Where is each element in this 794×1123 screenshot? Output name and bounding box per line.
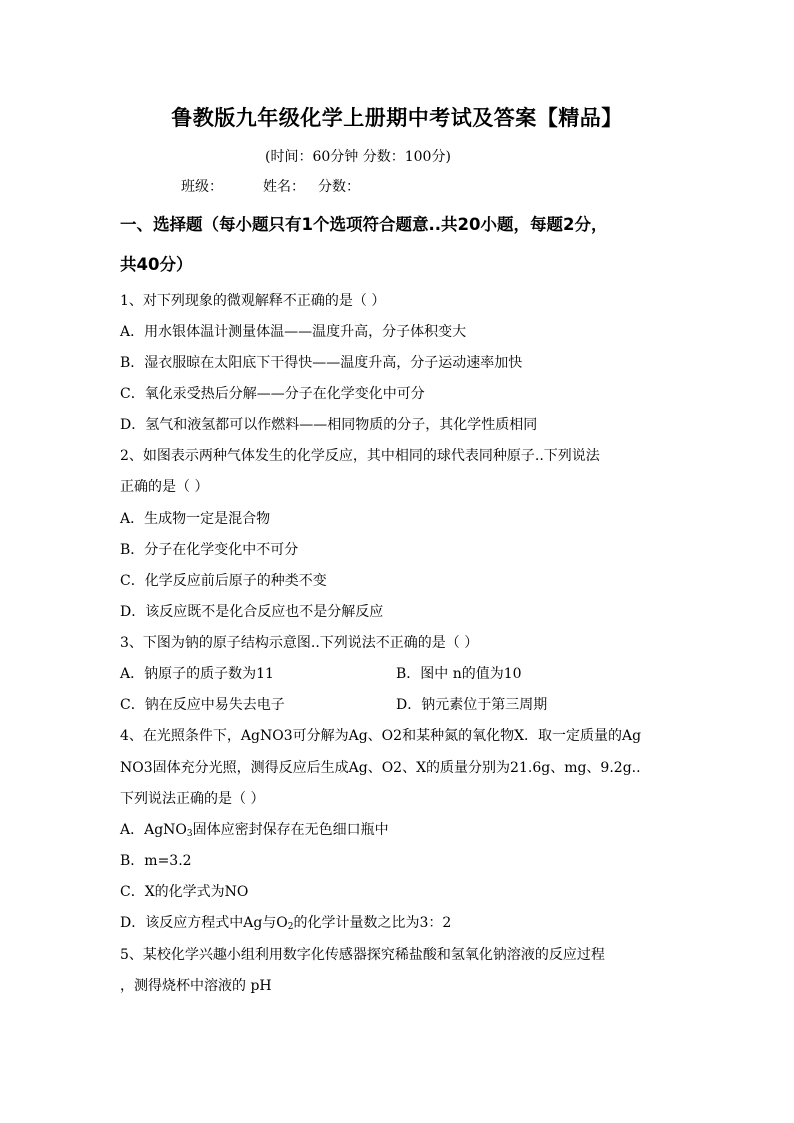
q2-option-a: A．生成物一定是混合物	[120, 511, 271, 527]
q3-option-a: A．钠原子的质子数为11	[120, 666, 274, 682]
q3-stem: 3、下图为钠的原子结构示意图..下列说法不正确的是（ ）	[120, 635, 479, 651]
q2-option-d: D．该反应既不是化合反应也不是分解反应	[120, 604, 384, 620]
q1-stem: 1、对下列现象的微观解释不正确的是（ ）	[120, 293, 386, 309]
q4-option-d: D．该反应方程式中Ag与$O_2$的化学计量数之比为3：2	[120, 915, 452, 932]
q4-stem-line1: 4、在光照条件下，AgNO3可分解为Ag、O2和某种氮的氧化物X．取一定质量的Ag	[120, 728, 642, 744]
name-field: 姓名：	[263, 179, 305, 195]
q4-stem-line2: NO3固体充分光照，测得反应后生成Ag、O2、X的质量分别为21.6g、mg、9.2g..	[120, 760, 641, 776]
q4-option-c: C．X的化学式为NO	[120, 884, 249, 900]
page-title: 鲁教版九年级化学上册期中考试及答案【精品】	[171, 106, 623, 130]
section-heading-line1: 一、选择题（每小题只有1个选项符合题意..共20小题，每题2分，	[120, 215, 608, 234]
q4-option-b: B．m=3.2	[120, 853, 192, 869]
q1-option-c: C．氧化汞受热后分解——分子在化学变化中可分	[120, 386, 425, 402]
q1-option-a: A．用水银体温计测量体温——温度升高，分子体积变大	[120, 324, 467, 340]
q3-option-d: D．钠元素位于第三周期	[396, 697, 548, 713]
q4-option-a: A．AgNO$_3$固体应密封保存在无色细口瓶中	[120, 822, 389, 839]
class-field: 班级：	[181, 179, 223, 195]
q2-stem-line2: 正确的是（ ）	[120, 479, 209, 495]
q5-stem-line2: ，测得烧杯中溶液的 pH	[120, 978, 272, 994]
exam-info: (时间：60分钟 分数：100分)	[265, 149, 451, 165]
q5-stem-line1: 5、某校化学兴趣小组利用数字化传感器探究稀盐酸和氢氧化钠溶液的反应过程	[120, 947, 605, 963]
q1-option-b: B．湿衣服晾在太阳底下干得快——温度升高，分子运动速率加快	[120, 355, 523, 371]
q2-option-b: B．分子在化学变化中不可分	[120, 542, 299, 558]
q3-option-b: B．图中 n的值为10	[396, 666, 522, 682]
q2-option-c: C．化学反应前后原子的种类不变	[120, 573, 327, 589]
q1-option-d: D．氢气和液氢都可以作燃料——相同物质的分子，其化学性质相同	[120, 417, 538, 433]
q4-stem-line3: 下列说法正确的是（ ）	[120, 791, 265, 807]
q3-option-c: C．钠在反应中易失去电子	[120, 697, 285, 713]
score-field: 分数：	[318, 179, 360, 195]
q2-stem-line1: 2、如图表示两种气体发生的化学反应，其中相同的球代表同种原子..下列说法	[120, 448, 600, 464]
section-heading-line2: 共40分）	[120, 255, 193, 274]
